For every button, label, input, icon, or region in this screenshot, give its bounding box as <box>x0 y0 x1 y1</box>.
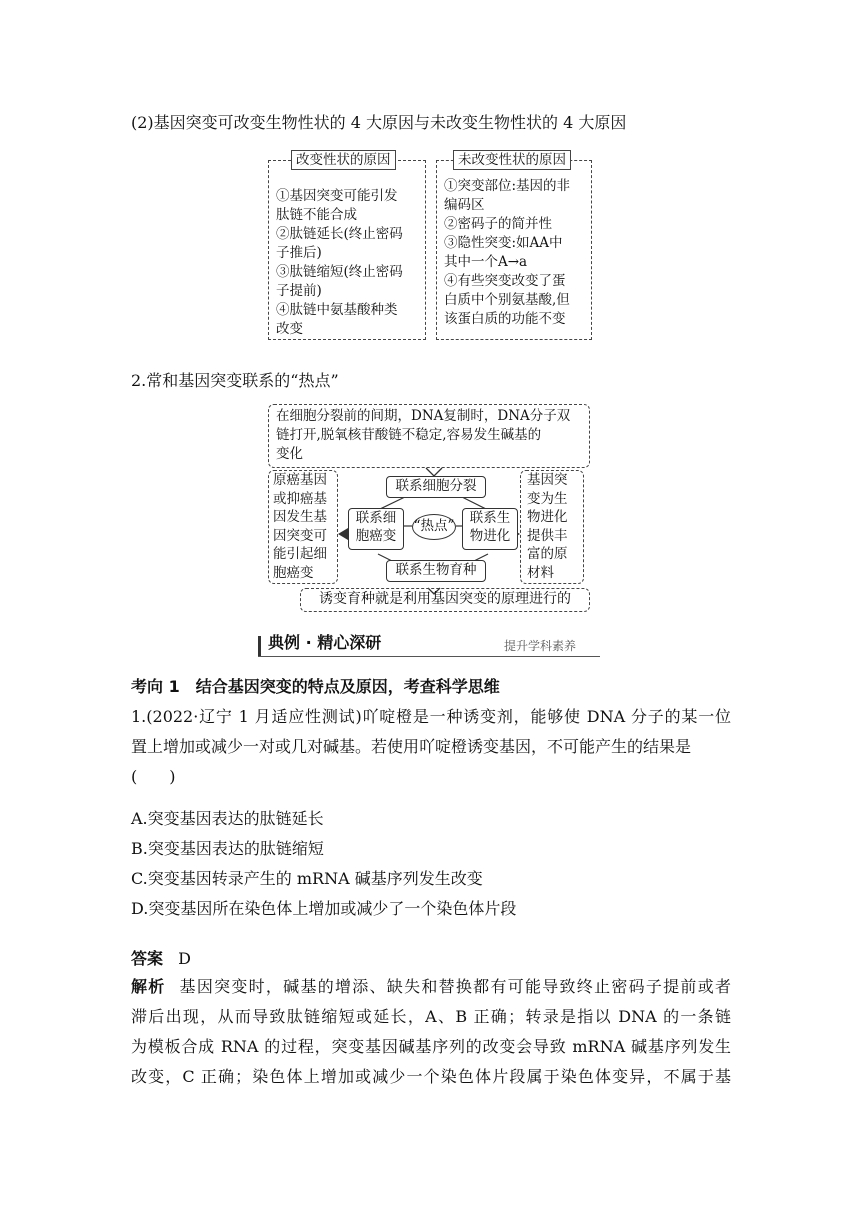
hotspot-diagram <box>262 404 596 616</box>
changed-reason-line: ③肽链缩短(终止密码 <box>276 264 403 280</box>
hotspot-right-line: 提供丰 <box>527 527 568 544</box>
hotspot-bottom-box: 诱变育种就是利用基因突变的原理进行的 <box>300 588 590 612</box>
hotspot-right-line: 基因突 <box>527 472 568 488</box>
hotspot-left-box <box>268 470 338 584</box>
hotspot-top-box <box>268 404 590 468</box>
banner-marker <box>258 636 261 656</box>
unchanged-reason-line: ④有些突变改变了蛋 <box>444 273 566 289</box>
unchanged-reason-line: 该蛋白质的功能不变 <box>444 311 566 327</box>
node-breeding: 联系生物育种 <box>386 560 486 582</box>
question-line: 置上增加或减少一对或几对碱基。若使用吖啶橙诱变基因，不可能产生的结果是 <box>131 737 692 756</box>
node-cell-cancer-line: 胞癌变 <box>355 528 397 544</box>
hotspot-right-line: 变为生 <box>527 490 568 507</box>
unchanged-reason-line: 其中一个A→a <box>444 254 528 270</box>
analysis-line: 为模板合成 RNA 的过程，突变基因碱基序列的改变会导致 mRNA 碱基序列发生 <box>131 1037 731 1056</box>
unchanged-traits-title: 未改变性状的原因 <box>453 150 571 170</box>
option-c: C.突变基因转录产生的 mRNA 碱基序列发生改变 <box>131 869 483 888</box>
heading-hotspot: 2.常和基因突变联系的“热点” <box>131 371 339 390</box>
changed-reason-line: 肽链不能合成 <box>276 207 357 223</box>
hotspot-right-line: 富的原 <box>527 546 568 562</box>
unchanged-reason-line: ①突变部位:基因的非 <box>444 178 571 194</box>
kaoxiang-heading: 考向 1 结合基因突变的特点及原因，考查科学思维 <box>131 677 500 696</box>
hotspot-right-line: 物进化 <box>527 509 568 525</box>
changed-reason-line: ④肽链中氨基酸种类 <box>276 302 398 318</box>
changed-reason-line: ①基因突变可能引发 <box>276 188 398 204</box>
analysis-label: 解析 <box>131 977 166 996</box>
changed-reason-line: 子提前) <box>276 283 322 299</box>
hotspot-left-line: 或抑癌基 <box>273 490 327 507</box>
banner-subtitle: 提升学科素养 <box>504 639 577 653</box>
unchanged-reason-line: 白质中个别氨基酸,但 <box>444 292 570 308</box>
answer-value: D <box>178 949 191 968</box>
option-d: D.突变基因所在染色体上增加或减少了一个染色体片段 <box>131 899 517 918</box>
changed-reason-line: 子推后) <box>276 245 322 261</box>
unchanged-reason-line: ③隐性突变:如AA中 <box>444 235 563 251</box>
unchanged-reason-line: ②密码子的简并性 <box>444 216 552 232</box>
node-cell-division: 联系细胞分裂 <box>386 476 486 498</box>
node-cell-cancer <box>348 508 404 550</box>
banner-title: 典例 · 精心深研 <box>268 633 382 652</box>
node-evolution <box>462 508 518 550</box>
analysis-line: 滞后出现，从而导致肽链缩短或延长，A、B 正确；转录是指以 DNA 的一条链 <box>131 1007 731 1026</box>
node-evolution-line: 物进化 <box>469 528 511 544</box>
hotspot-left-line: 能引起细 <box>273 546 327 562</box>
option-a: A.突变基因表达的肽链延长 <box>131 809 324 828</box>
section-banner <box>258 632 600 658</box>
node-hotspot-center: “热点” <box>412 514 456 540</box>
option-b: B.突变基因表达的肽链缩短 <box>131 839 324 858</box>
hotspot-right-box <box>520 470 584 584</box>
hotspot-left-line: 胞癌变 <box>273 564 314 581</box>
hotspot-left-line: 原癌基因 <box>273 472 327 488</box>
question-options <box>131 804 731 924</box>
changed-reason-line: ②肽链延长(终止密码 <box>276 226 403 242</box>
changed-traits-box <box>268 152 426 340</box>
analysis-text: 基因突变时，碱基的增添、缺失和替换都有可能导致终止密码子提前或者 <box>179 977 731 996</box>
analysis-line <box>131 972 731 1002</box>
hotspot-top-line: 变化 <box>276 446 303 462</box>
question-line: 1.(2022·辽宁 1 月适应性测试)吖啶橙是一种诱变剂，能够使 DNA 分子的某一位 <box>131 707 731 726</box>
hotspot-top-line: 链打开,脱氧核苷酸链不稳定,容易发生碱基的 <box>276 427 542 443</box>
changed-traits-title: 改变性状的原因 <box>291 150 396 170</box>
banner-rule <box>258 656 600 657</box>
analysis <box>131 972 731 1092</box>
hotspot-top-line: 在细胞分裂前的间期，DNA复制时，DNA分子双 <box>276 408 571 424</box>
unchanged-reason-line: 编码区 <box>444 197 485 213</box>
answer-label: 答案 <box>131 949 164 968</box>
node-cell-cancer-line: 联系细 <box>355 510 397 526</box>
hotspot-left-line: 因突变可 <box>273 527 327 544</box>
question-line: ( ) <box>131 767 176 786</box>
analysis-line: 改变，C 正确；染色体上增加或减少一个染色体片段属于染色体变异，不属于基 <box>131 1067 731 1086</box>
changed-reason-line: 改变 <box>276 321 303 337</box>
section-2-heading: (2)基因突变可改变生物性状的 4 大原因与未改变生物性状的 4 大原因 <box>131 113 627 132</box>
node-evolution-line: 联系生 <box>469 510 511 526</box>
answer <box>131 948 191 970</box>
unchanged-traits-box <box>436 152 592 340</box>
hotspot-left-line: 因发生基 <box>273 509 327 525</box>
hotspot-right-line: 材料 <box>527 564 554 581</box>
question-stem <box>131 702 731 792</box>
